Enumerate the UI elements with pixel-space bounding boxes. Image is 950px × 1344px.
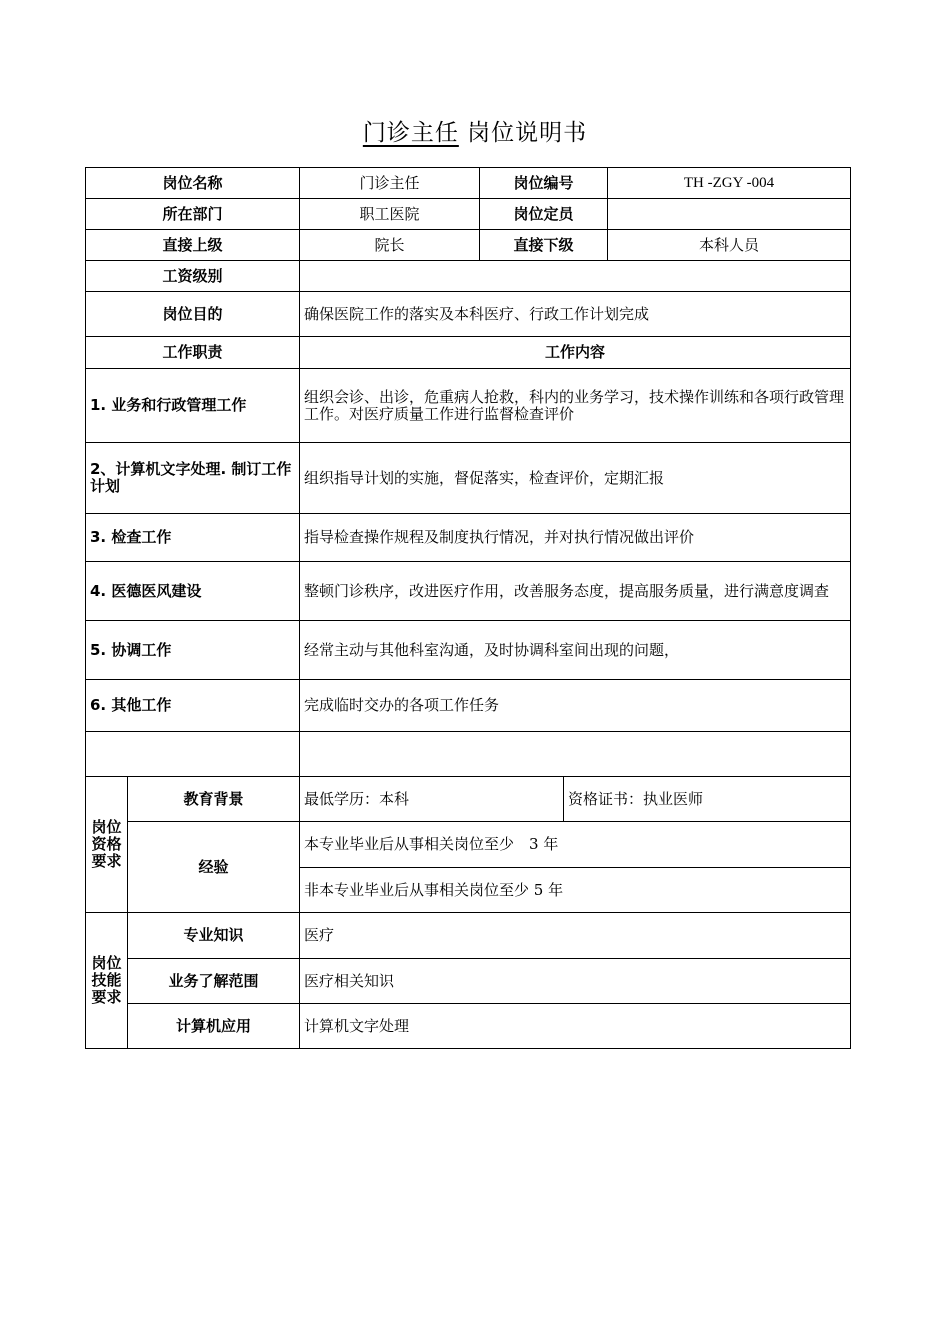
salary-value [300,261,851,292]
experience-value-1: 本专业毕业后从事相关岗位至少 3 年 [300,822,851,868]
title-doc: 岗位说明书 [467,120,588,146]
duty-content: 整顿门诊秩序，改进医疗作用，改善服务态度，提高服务质量，进行满意度调查 [300,562,851,621]
subordinate-value: 本科人员 [608,230,851,261]
post-name-value: 门诊主任 [300,168,480,199]
row-education [86,777,851,822]
row-duties-header [86,337,851,369]
row-salary [86,261,851,292]
row-post-name [86,168,851,199]
certificate-value: 资格证书：执业医师 [564,777,851,822]
duty-row [86,443,851,514]
purpose-value: 确保医院工作的落实及本科医疗、行政工作计划完成 [300,292,851,337]
duty-name: 6. 其他工作 [86,680,300,732]
row-knowledge [86,913,851,959]
scope-label: 业务了解范围 [128,959,300,1004]
duty-content: 完成临时交办的各项工作任务 [300,680,851,732]
post-no-label: 岗位编号 [480,168,608,199]
job-description-table [85,167,851,1049]
duty-row-empty [86,732,851,777]
experience-value-2: 非本专业毕业后从事相关岗位至少 5 年 [300,868,851,913]
skills-group-label: 岗位技能要求 [86,913,128,1049]
quota-label: 岗位定员 [480,199,608,230]
education-value: 最低学历：本科 [300,777,564,822]
empty-cell [86,732,300,777]
row-scope [86,959,851,1004]
row-experience-1 [86,822,851,868]
post-name-label: 岗位名称 [86,168,300,199]
knowledge-label: 专业知识 [128,913,300,959]
title-post: 门诊主任 [362,120,459,146]
purpose-label: 岗位目的 [86,292,300,337]
subordinate-label: 直接下级 [480,230,608,261]
salary-label: 工资级别 [86,261,300,292]
dept-label: 所在部门 [86,199,300,230]
duty-row [86,680,851,732]
education-label: 教育背景 [128,777,300,822]
duty-row [86,369,851,443]
quota-value [608,199,851,230]
duty-content: 指导检查操作规程及制度执行情况，并对执行情况做出评价 [300,514,851,562]
duty-name: 2、计算机文字处理. 制订工作计划 [86,443,300,514]
qualification-group-label: 岗位资格要求 [86,777,128,913]
scope-value: 医疗相关知识 [300,959,851,1004]
duties-header-right: 工作内容 [300,337,851,369]
duty-name: 5. 协调工作 [86,621,300,680]
computer-value: 计算机文字处理 [300,1004,851,1049]
post-no-value: TH -ZGY -004 [608,168,851,199]
row-purpose [86,292,851,337]
duty-row [86,562,851,621]
dept-value: 职工医院 [300,199,480,230]
duty-row [86,621,851,680]
row-superior [86,230,851,261]
duty-content: 组织指导计划的实施，督促落实，检查评价，定期汇报 [300,443,851,514]
duty-content: 组织会诊、出诊，危重病人抢救，科内的业务学习，技术操作训练和各项行政管理工作。对医疗质量工作进行监督检查评价 [300,369,851,443]
row-computer [86,1004,851,1049]
empty-cell [300,732,851,777]
row-dept [86,199,851,230]
computer-label: 计算机应用 [128,1004,300,1049]
experience-label: 经验 [128,822,300,913]
superior-label: 直接上级 [86,230,300,261]
duty-name: 3. 检查工作 [86,514,300,562]
duty-name: 4. 医德医风建设 [86,562,300,621]
duty-row [86,514,851,562]
page-title [0,114,950,147]
knowledge-value: 医疗 [300,913,851,959]
superior-value: 院长 [300,230,480,261]
duty-name: 1. 业务和行政管理工作 [86,369,300,443]
duties-header-left: 工作职责 [86,337,300,369]
duty-content: 经常主动与其他科室沟通，及时协调科室间出现的问题， [300,621,851,680]
